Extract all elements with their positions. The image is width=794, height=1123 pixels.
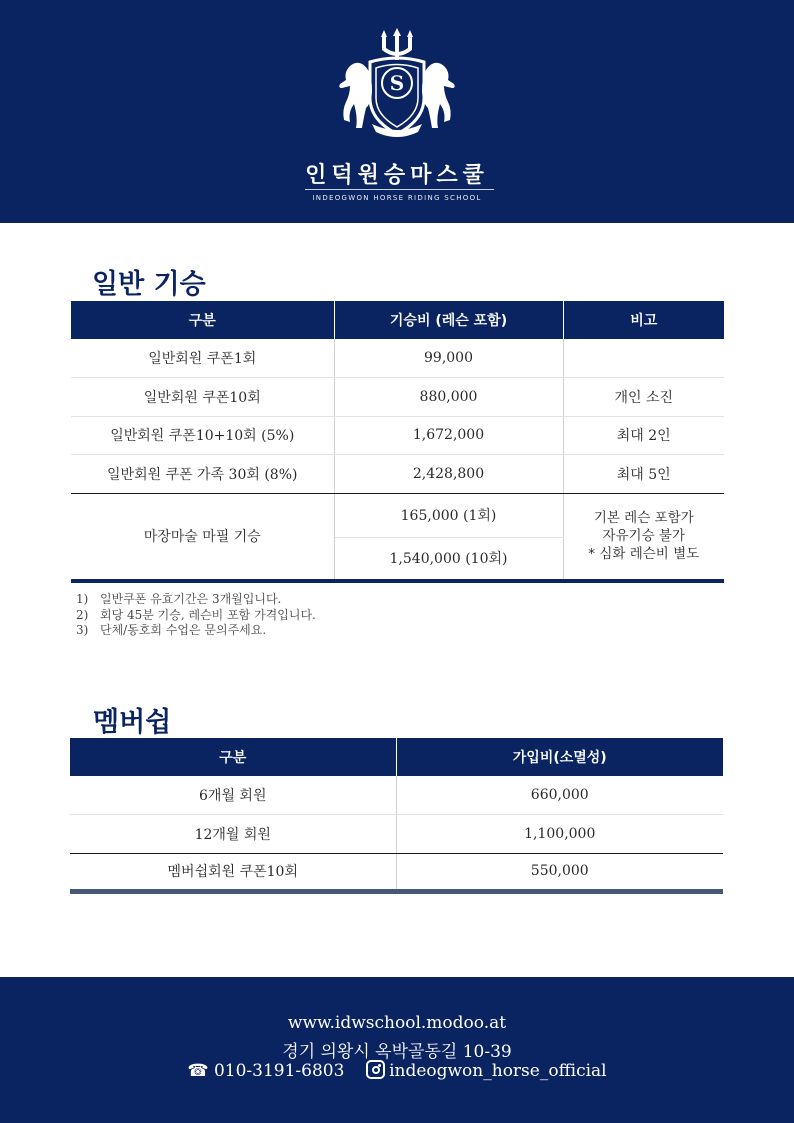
row-fee: 660,000 bbox=[396, 776, 723, 815]
row-category: 일반회원 쿠폰10+10회 (5%) bbox=[71, 416, 334, 455]
table-header-row bbox=[70, 738, 723, 776]
logo-emblem-icon bbox=[320, 28, 474, 146]
footnotes bbox=[76, 592, 316, 639]
row-fee: 880,000 bbox=[334, 378, 563, 417]
address-text: 경기 의왕시 옥박골동길 10-39 bbox=[282, 1042, 512, 1062]
note-line: 기본 레슨 포함가 bbox=[593, 510, 694, 527]
column-header-fee: 기승비 (레슨 포함) bbox=[334, 301, 563, 339]
contact-line bbox=[0, 1060, 794, 1081]
row-fee: 550,000 bbox=[396, 853, 723, 892]
column-header-category: 구분 bbox=[71, 301, 334, 339]
table-row bbox=[71, 416, 724, 455]
note-line: * 심화 레슨비 별도 bbox=[588, 546, 700, 563]
row-note bbox=[563, 339, 724, 378]
table-row bbox=[71, 378, 724, 417]
school-logo bbox=[320, 28, 474, 146]
membership-table bbox=[70, 738, 723, 894]
footer-banner bbox=[0, 977, 794, 1123]
row-fee-ten: 1,540,000 (10회) bbox=[334, 537, 563, 581]
table-row bbox=[71, 339, 724, 378]
brand-name-korean: 인덕원승마스쿨 bbox=[305, 163, 489, 188]
row-category: 마장마술 마필 기승 bbox=[71, 493, 334, 581]
footnote: 2) 회당 45분 기승, 레슨비 포함 가격입니다. bbox=[76, 607, 316, 622]
header-banner bbox=[0, 0, 794, 223]
row-fee: 2,428,800 bbox=[334, 455, 563, 494]
note-line: 자유기승 불가 bbox=[602, 528, 686, 545]
footnote: 1) 일반쿠폰 유효기간은 3개월입니다. bbox=[76, 592, 282, 606]
membership-title: 멤버쉽 bbox=[93, 707, 172, 738]
phone-number[interactable]: 010-3191-6803 bbox=[213, 1061, 345, 1081]
row-note: 개인 소진 bbox=[563, 378, 724, 417]
column-header-fee: 가입비(소멸성) bbox=[396, 738, 723, 776]
instagram-icon bbox=[366, 1060, 385, 1079]
row-category: 멤버쉽회원 쿠폰10회 bbox=[70, 853, 396, 892]
svg-text:S: S bbox=[389, 71, 405, 95]
general-riding-table bbox=[71, 301, 724, 583]
row-category: 12개월 회원 bbox=[70, 815, 396, 854]
table-row bbox=[71, 455, 724, 494]
row-category: 일반회원 쿠폰10회 bbox=[71, 378, 334, 417]
row-fee-single: 165,000 (1회) bbox=[334, 493, 563, 537]
column-header-category: 구분 bbox=[70, 738, 396, 776]
phone-icon: ☎ bbox=[187, 1061, 209, 1081]
row-fee: 1,672,000 bbox=[334, 416, 563, 455]
website-link[interactable]: www.idwschool.modoo.at bbox=[287, 1013, 507, 1033]
brand-divider bbox=[305, 189, 494, 190]
row-note: 최대 2인 bbox=[563, 416, 724, 455]
table-row-dressage bbox=[71, 493, 724, 537]
row-note: 최대 5인 bbox=[563, 455, 724, 494]
instagram-handle[interactable]: indeogwon_horse_official bbox=[389, 1061, 607, 1081]
column-header-note: 비고 bbox=[563, 301, 724, 339]
brand-name-english: INDEOGWON HORSE RIDING SCHOOL bbox=[312, 194, 482, 202]
row-category: 일반회원 쿠폰 가족 30회 (8%) bbox=[71, 455, 334, 494]
row-category: 일반회원 쿠폰1회 bbox=[71, 339, 334, 378]
table-row bbox=[70, 776, 723, 815]
footnote: 3) 단체/동호회 수업은 문의주세요. bbox=[76, 623, 267, 637]
row-fee: 1,100,000 bbox=[396, 815, 723, 854]
table-header-row bbox=[71, 301, 724, 339]
general-riding-title: 일반 기승 bbox=[92, 269, 206, 300]
row-category: 6개월 회원 bbox=[70, 776, 396, 815]
table-row bbox=[70, 853, 723, 892]
table-row bbox=[70, 815, 723, 854]
row-note-multiline bbox=[563, 493, 724, 581]
row-fee: 99,000 bbox=[334, 339, 563, 378]
